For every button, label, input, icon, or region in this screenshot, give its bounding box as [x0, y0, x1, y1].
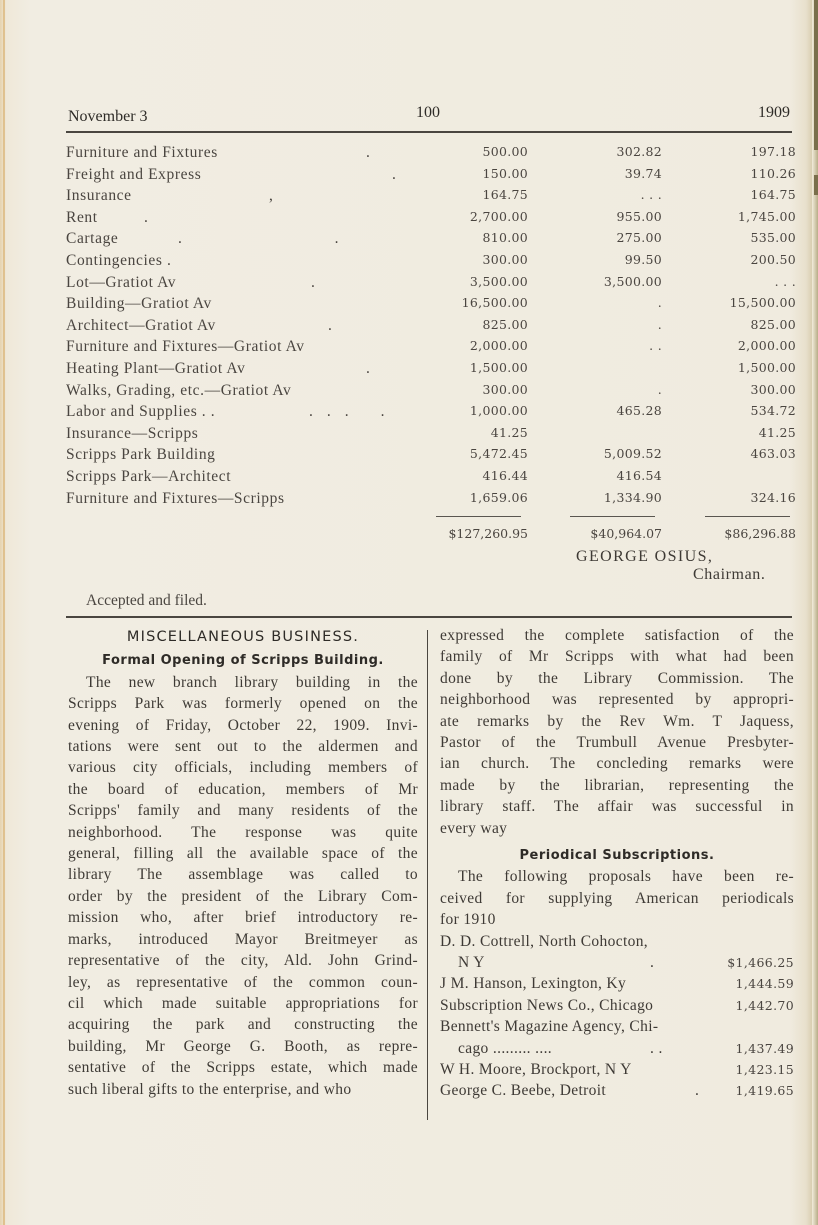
appropriation-amount: 41.25 [490, 424, 528, 440]
balance-amount: 41.25 [758, 424, 796, 440]
appropriation-amount: 3,500.00 [469, 273, 528, 289]
ledger-row [66, 209, 796, 231]
text-line: acquiring the park and constructing the [68, 1016, 418, 1034]
accepted-note: Accepted and filed. [86, 592, 207, 609]
balance-amount: 15,500.00 [729, 295, 796, 311]
ledger-item-label: Furniture and Fixtures—Gratiot Av [66, 338, 305, 356]
text-line: representative of the city, Ald. John Grind- [68, 952, 418, 970]
balance-amount: 1,745.00 [737, 208, 796, 224]
subsection-heading: Formal Opening of Scripps Building. [102, 653, 384, 669]
balance-amount: . . . [774, 273, 796, 289]
ledger-row [66, 468, 796, 490]
leader-dots: . . . . [309, 403, 386, 421]
total-column-3: $86,296.88 [724, 526, 796, 541]
text-line: family of Mr Scripps with what had been [440, 648, 794, 666]
expended-amount: 302.82 [616, 144, 662, 159]
expended-amount: . [657, 316, 662, 332]
balance-amount: 300.00 [750, 381, 796, 397]
right-column [440, 625, 794, 1102]
text-line: evening of Friday, October 22, 1909. Invi- [68, 716, 418, 734]
balance-amount: 110.26 [750, 165, 796, 181]
text-line: expressed the complete satisfaction of the [440, 627, 794, 644]
balance-amount: 324.16 [750, 489, 796, 505]
ledger-table [66, 144, 796, 511]
page-number: 100 [416, 104, 440, 121]
signature-title: Chairman. [693, 566, 766, 583]
expended-amount: 99.50 [624, 251, 662, 267]
text-line: library The assemblage was called to [68, 866, 418, 884]
text-line: neighborhood. The response was quite [68, 823, 418, 841]
text-line: ceived for supplying American periodicals [440, 889, 794, 907]
text-line: Scripps Park was formerly opened on the [68, 695, 418, 713]
ledger-row [66, 144, 796, 166]
page-right-edge [812, 0, 818, 1225]
leader-dots: . [311, 273, 316, 291]
ledger-item-label: Furniture and Fixtures [66, 144, 218, 161]
left-column [68, 625, 418, 1100]
balance-amount: 164.75 [750, 187, 796, 203]
appropriation-amount: 5,472.45 [469, 446, 528, 462]
bid-row [440, 995, 794, 1016]
bid-amount: 1,442.70 [735, 997, 794, 1013]
appropriation-amount: 1,500.00 [469, 359, 528, 375]
leader-dots: . . [178, 230, 340, 248]
ledger-row [66, 490, 796, 512]
ledger-row [66, 338, 796, 360]
opening-paragraph [68, 672, 418, 1100]
balance-amount: 200.50 [750, 251, 796, 267]
column-divider [427, 630, 428, 1120]
ledger-item-label: Lot—Gratiot Av [66, 273, 177, 291]
bidder-name: N Y [458, 954, 485, 972]
header-date: November 3 [68, 108, 148, 125]
ledger-item-label: Rent [66, 208, 98, 226]
text-line: neighborhood was represented by appropri- [440, 691, 794, 709]
total-column-1: $127,260.95 [448, 526, 528, 541]
ledger-item-label: Heating Plant—Gratiot Av [66, 359, 246, 377]
bid-amount: $1,466.25 [727, 955, 794, 971]
appropriation-amount: 164.75 [482, 187, 528, 203]
leader-dots: . [650, 954, 655, 972]
bidder-name: J M. Hanson, Lexington, Ky [440, 975, 627, 993]
text-line: The new branch library building in the [86, 673, 418, 691]
ledger-row [66, 252, 796, 274]
balance-amount: 1,500.00 [737, 359, 796, 375]
ledger-item-label: Insurance [66, 187, 132, 205]
text-line: marks, introduced Mayor Breitmeyer as [68, 930, 418, 948]
text-line: Pastor of the Trumbull Avenue Presbyter- [440, 734, 794, 752]
text-line: general, filling all the available space of the [68, 845, 418, 863]
text-line: library staff. The affair was successful in [440, 798, 794, 816]
section-rule [66, 616, 792, 618]
leader-dots: . [366, 144, 371, 161]
text-line: tations were sent out to the aldermen and [68, 738, 418, 756]
ledger-row [66, 425, 796, 447]
text-line: ian church. The concleding remarks were [440, 755, 794, 773]
text-line: mission who, after brief introductory re- [68, 909, 418, 927]
bidder-name: W H. Moore, Brockport, N Y [440, 1061, 632, 1079]
appropriation-amount: 2,000.00 [469, 338, 528, 354]
appropriation-amount: 1,000.00 [469, 403, 528, 419]
ledger-item-label: Scripps Park—Architect [66, 467, 232, 485]
appropriation-amount: 150.00 [482, 165, 528, 181]
bid-amount: 1,423.15 [735, 1062, 794, 1078]
leader-dots: . [144, 208, 149, 226]
periodicals-intro [440, 866, 794, 930]
leader-dots: . [392, 165, 397, 183]
bidder-name: cago ......... .... [458, 1039, 553, 1057]
header-rule [66, 131, 792, 133]
total-column-2: $40,964.07 [590, 526, 662, 541]
ledger-row [66, 382, 796, 404]
expended-amount: 3,500.00 [603, 273, 662, 289]
text-line: building, Mr George G. Booth, as repre- [68, 1037, 418, 1055]
bidder-name: George C. Beebe, Detroit [440, 1082, 607, 1100]
leader-dots: . [328, 316, 333, 334]
ledger-item-label: Furniture and Fixtures—Scripps [66, 489, 285, 507]
bid-amount: 1,444.59 [735, 976, 794, 992]
ledger-item-label: Contingencies . [66, 251, 172, 269]
text-line: cil which made suitable appropriations for [68, 994, 418, 1012]
text-line: such liberal gifts to the enterprise, and who [68, 1080, 352, 1098]
bids-list [440, 931, 794, 1102]
text-line: done by the Library Commission. The [440, 669, 794, 687]
balance-amount: 534.72 [750, 403, 796, 419]
expended-amount: 39.74 [624, 165, 662, 181]
appropriation-amount: 500.00 [482, 144, 528, 159]
text-line: various city officials, including members of [68, 759, 418, 777]
appropriation-amount: 825.00 [482, 316, 528, 332]
expended-amount: . . [649, 338, 662, 354]
ledger-row [66, 274, 796, 296]
ledger-row [66, 187, 796, 209]
bid-row [440, 952, 794, 973]
ledger-item-label: Scripps Park Building [66, 446, 216, 464]
appropriation-amount: 300.00 [482, 381, 528, 397]
expended-amount: . [657, 381, 662, 397]
ledger-row [66, 360, 796, 382]
page-left-edge [3, 0, 5, 1225]
ledger-item-label: Architect—Gratiot Av [66, 316, 216, 334]
continued-paragraph [440, 625, 794, 839]
ledger-item-label: Building—Gratiot Av [66, 295, 212, 313]
text-line: every way [440, 819, 508, 837]
bid-row [440, 1059, 794, 1080]
expended-amount: . . . [640, 187, 662, 203]
running-header [68, 104, 790, 128]
text-line: Scripps' family and many residents of the [68, 802, 418, 820]
appropriation-amount: 810.00 [482, 230, 528, 246]
bid-amount: 1,437.49 [735, 1040, 794, 1056]
appropriation-amount: 1,659.06 [469, 489, 528, 505]
bid-row [440, 1016, 794, 1037]
bidder-name: Bennett's Magazine Agency, Chi- [440, 1018, 659, 1036]
text-line: ate remarks by the Rev Wm. T Jaquess, [440, 712, 794, 730]
expended-amount: 465.28 [616, 403, 662, 419]
ledger-item-label: Walks, Grading, etc.—Gratiot Av [66, 381, 292, 399]
balance-amount: 2,000.00 [737, 338, 796, 354]
bidder-name: D. D. Cottrell, North Cohocton, [440, 932, 649, 950]
bidder-name: Subscription News Co., Chicago [440, 996, 654, 1014]
text-line: ley, as representative of the common coun- [68, 973, 418, 991]
ledger-totals [66, 526, 796, 546]
expended-amount: 1,334.90 [603, 489, 662, 505]
ledger-row [66, 403, 796, 425]
leader-dots: . [366, 359, 371, 377]
text-line: the board of education, members of Mr [68, 780, 418, 798]
leader-dots: , [269, 187, 274, 205]
bid-row [440, 1038, 794, 1059]
section-heading: MISCELLANEOUS BUSINESS. [126, 629, 360, 645]
bid-row [440, 973, 794, 994]
expended-amount: 416.54 [616, 467, 662, 483]
balance-amount: 825.00 [750, 316, 796, 332]
text-line: The following proposals have been re- [458, 868, 794, 886]
ledger-row [66, 446, 796, 468]
expended-amount: . [657, 295, 662, 311]
bid-row [440, 1080, 794, 1101]
ledger-item-label: Cartage [66, 230, 119, 248]
expended-amount: 5,009.52 [603, 446, 662, 462]
appropriation-amount: 2,700.00 [469, 208, 528, 224]
ledger-row [66, 230, 796, 252]
expended-amount: 275.00 [616, 230, 662, 246]
balance-amount: 197.18 [750, 144, 796, 159]
balance-amount: 463.03 [750, 446, 796, 462]
leader-dots: . . [650, 1039, 663, 1057]
ledger-row [66, 295, 796, 317]
header-year: 1909 [758, 104, 790, 121]
appropriation-amount: 300.00 [482, 251, 528, 267]
text-line: made by the librarian, representing the [440, 776, 794, 794]
ledger-row [66, 317, 796, 339]
appropriation-amount: 16,500.00 [461, 295, 528, 311]
ledger-row [66, 166, 796, 188]
text-line: sentative of the Scripps estate, which made [68, 1059, 418, 1077]
text-line: for 1910 [440, 911, 496, 929]
bid-amount: 1,419.65 [735, 1083, 794, 1099]
periodicals-heading: Periodical Subscriptions. [519, 848, 715, 864]
ledger-item-label: Freight and Express [66, 165, 202, 183]
ledger-item-label: Insurance—Scripps [66, 424, 199, 442]
ledger-item-label: Labor and Supplies . . [66, 403, 216, 421]
leader-dots: . [695, 1082, 700, 1100]
bid-row [440, 931, 794, 952]
signature-name: GEORGE OSIUS, [576, 548, 714, 565]
text-line: order by the president of the Library Com- [68, 887, 418, 905]
appropriation-amount: 416.44 [482, 467, 528, 483]
expended-amount: 955.00 [616, 208, 662, 224]
balance-amount: 535.00 [750, 230, 796, 246]
